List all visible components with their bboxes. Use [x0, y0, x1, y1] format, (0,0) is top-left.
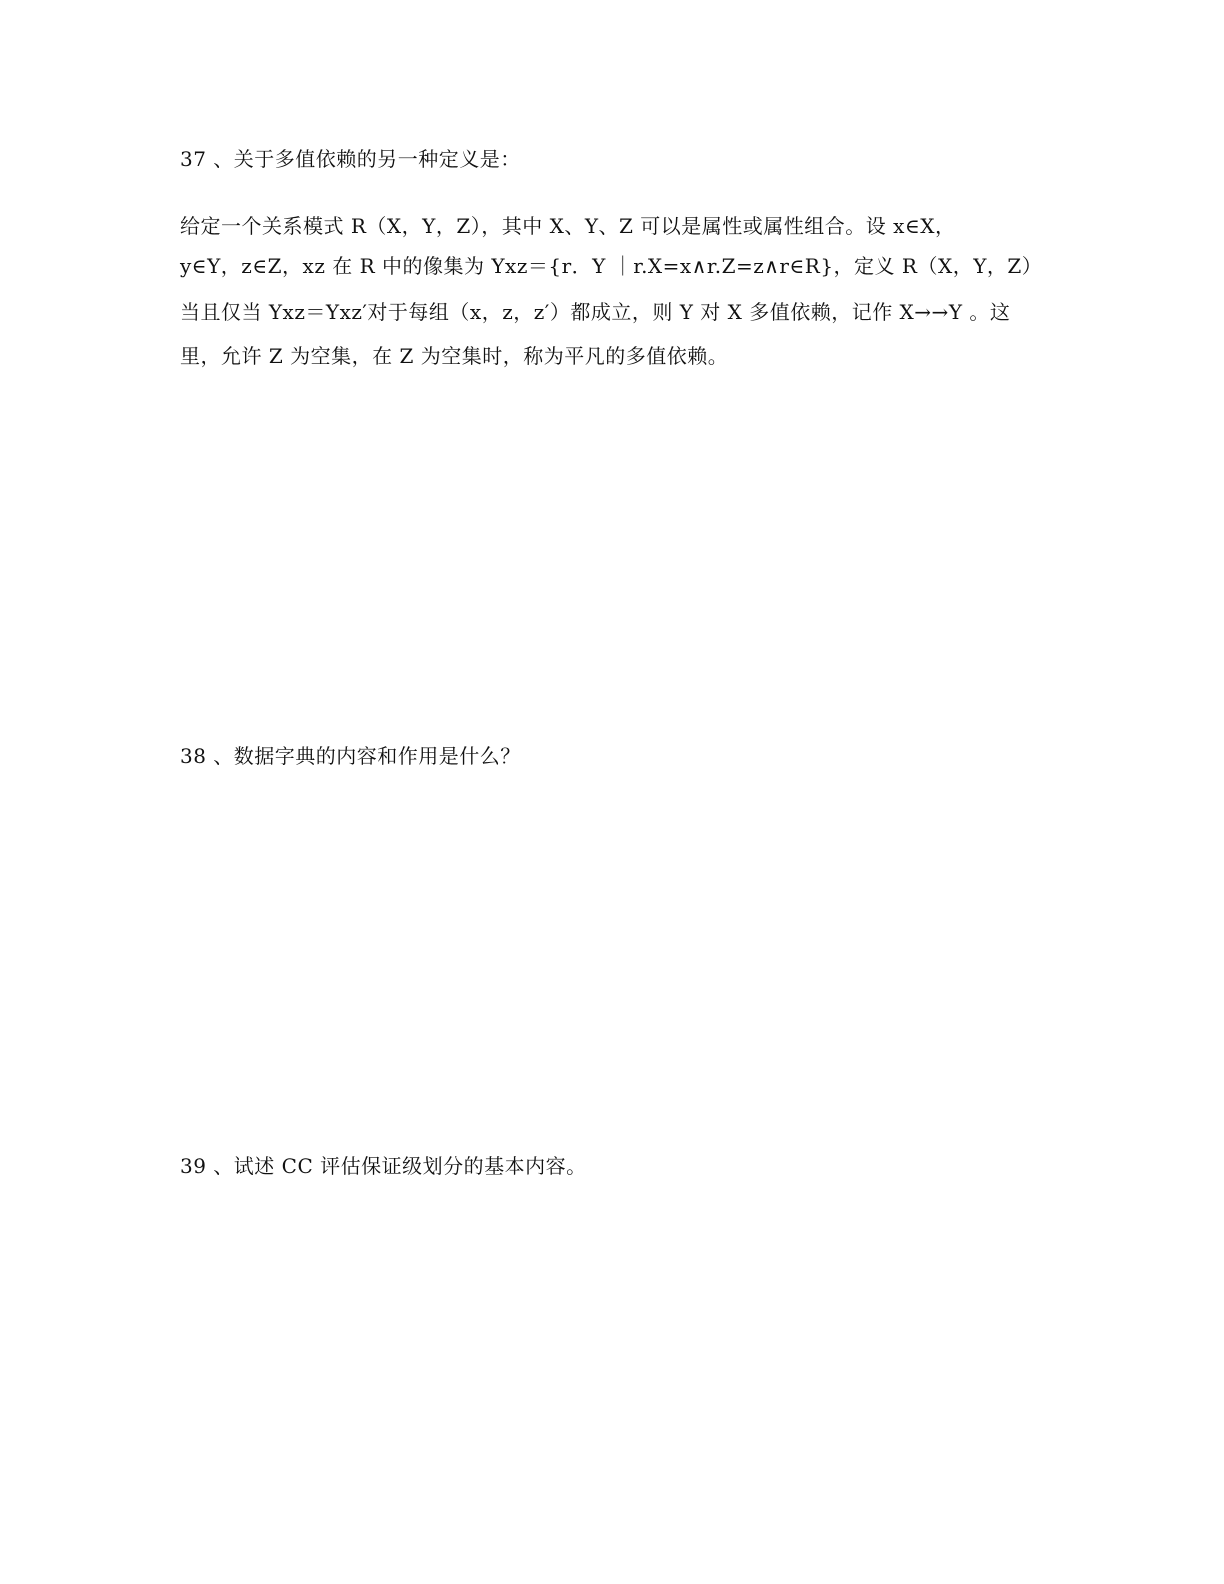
question-38-title: 38 、数据字典的内容和作用是什么？ — [180, 744, 521, 768]
answer-line-1: 给定一个关系模式 R（X，Y，Z），其中 X、Y、Z 可以是属性或属性组合。设 x∈X， — [180, 214, 956, 238]
answer-line-3: 当且仅当 Yxz＝Yxz′对于每组（x，z，z′）都成立，则 Y 对 X 多值依赖，记作 X→→Y 。这 — [180, 300, 1011, 324]
answer-line-4: 里，允许 Z 为空集，在 Z 为空集时，称为平凡的多值依赖。 — [180, 344, 729, 368]
question-37-answer — [180, 212, 1050, 372]
answer-line-2: y∈Y，z∈Z，xz 在 R 中的像集为 Yxz＝{r．Y ｜r.X=x∧r.Z=z∧r∈R}，定义 R（X，Y，Z） — [180, 254, 1043, 278]
question-39-title: 39 、试述 CC 评估保证级划分的基本内容。 — [180, 1154, 587, 1178]
question-37-title: 37 、关于多值依赖的另一种定义是： — [180, 147, 521, 171]
